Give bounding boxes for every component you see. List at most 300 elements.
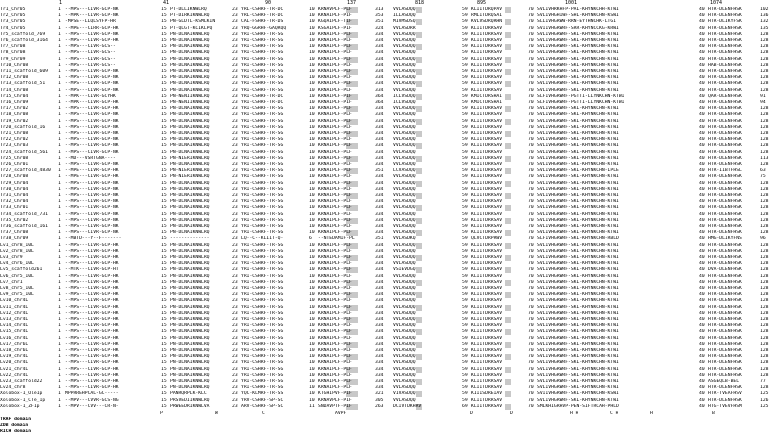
sequence-position: 40 xyxy=(699,87,705,93)
sequence-position: 1 xyxy=(58,118,61,124)
sequence-position: 1 xyxy=(58,50,61,56)
sequence-block: VVLASDKQ xyxy=(393,236,416,242)
sequence-position: 23 xyxy=(232,267,238,273)
sequence-block: KLIITDRRSAV xyxy=(471,205,503,211)
sequence-position: 70 xyxy=(528,168,534,174)
sequence-block: -MPSE--LLQLSYFP-HR xyxy=(65,19,116,25)
sequence-position: 10 xyxy=(309,106,315,112)
sequence-position: 10 xyxy=(309,174,315,180)
sequence-block: KLIITDRRSAV xyxy=(471,366,503,372)
sequence-block: VVLASDQQ xyxy=(393,205,416,211)
consensus-symbol: W xyxy=(215,411,218,416)
sequence-block: KLIITDRRSAV xyxy=(471,310,503,316)
alignment-row xyxy=(0,243,776,249)
sequence-position: 10 xyxy=(309,180,315,186)
alignment-row xyxy=(0,280,776,286)
sequence-name: Tr32_Chr04 xyxy=(0,199,29,205)
sequence-position: 334 xyxy=(375,310,384,316)
sequence-position: 128 xyxy=(760,205,769,211)
consensus-symbol: B xyxy=(712,411,715,416)
sequence-position: 70 xyxy=(528,38,534,43)
sequence-block: PN-DLNAIKNWLRQ xyxy=(170,199,210,205)
sequence-position: 59 xyxy=(462,62,468,68)
consensus-symbol: C H xyxy=(610,411,619,416)
sequence-position: 334 xyxy=(375,199,384,205)
sequence-position: 40 xyxy=(699,211,705,217)
sequence-position: 59 xyxy=(462,372,468,378)
sequence-position: 305 xyxy=(375,397,384,403)
sequence-block: VVLASDQQ xyxy=(393,155,416,161)
sequence-block: YRI-CSHRF-TR-SG xyxy=(241,360,284,366)
sequence-block: --MPS---CIVR-GCP-HK xyxy=(65,354,119,360)
sequence-position: 23 xyxy=(232,186,238,192)
sequence-block: HMG-DLIKYFNS xyxy=(708,236,742,242)
sequence-position: 23 xyxy=(232,25,238,31)
sequence-block: HTR-DLENFHSK xyxy=(708,329,742,335)
sequence-position: 23 xyxy=(232,236,238,242)
sequence-block: HTR-DLENFHSK xyxy=(708,106,742,112)
alignment-row xyxy=(0,150,776,156)
sequence-block: SVLIVHGRWRF-SKL-KHYNKCHN-KTWI xyxy=(537,174,619,180)
alignment-row xyxy=(0,298,776,304)
sequence-block: KLIITDRRSAV xyxy=(471,397,503,403)
sequence-position: 59 xyxy=(462,397,468,403)
sequence-name: Tr13_scaffold_51 xyxy=(0,81,46,87)
sequence-block: YRI-CSHRF-TR-SG xyxy=(241,168,284,174)
sequence-position: 334 xyxy=(375,366,384,372)
sequence-position: 128 xyxy=(760,298,769,304)
sequence-block: YRI-CSHRF-TR-SG xyxy=(241,242,284,248)
alignment-row xyxy=(0,7,776,13)
alignment-row xyxy=(0,379,776,385)
sequence-position: 15 xyxy=(161,372,167,378)
sequence-block: KIIISDREIAV xyxy=(471,391,503,397)
sequence-block: KLIITDRRSAV xyxy=(471,25,503,31)
sequence-position: 40 xyxy=(699,19,705,25)
sequence-block: YRI-CSHRF-TR-SG xyxy=(241,199,284,205)
sequence-block: ILLASDQQ xyxy=(393,13,416,19)
sequence-position: 1 xyxy=(58,329,61,335)
alignment-row xyxy=(0,106,776,112)
alignment-row xyxy=(0,385,776,391)
sequence-block: VVLASDQQ xyxy=(393,298,416,304)
sequence-block: HTR-DLENFHSK xyxy=(708,174,742,180)
sequence-position: 70 xyxy=(528,106,534,112)
sequence-block: --MPE---CIVR-GCP-HK xyxy=(65,168,119,174)
sequence-position: 15 xyxy=(161,298,167,304)
sequence-position: 1 xyxy=(58,174,61,180)
sequence-block: HTR-DLENFHSK xyxy=(708,372,742,378)
sequence-name: Lv7_chr1 xyxy=(0,279,23,285)
sequence-block: PN-DLNAIKNWLRQ xyxy=(170,186,210,192)
sequence-position: 70 xyxy=(528,50,534,56)
sequence-block: --MPS---CIVR-GCP-HK xyxy=(65,317,119,322)
sequence-position: 334 xyxy=(375,329,384,335)
sequence-position: 334 xyxy=(375,186,384,192)
alignment-row xyxy=(0,137,776,143)
sequence-block: PN-DLNAIKNWLRQ xyxy=(170,279,210,285)
sequence-position: 1 xyxy=(58,162,61,167)
sequence-block: VVLASDQQ xyxy=(393,255,416,260)
sequence-block: HTR-DLENFHSK xyxy=(708,131,742,136)
sequence-block: KRNAIPLF-PLF xyxy=(318,317,352,322)
sequence-position: 59 xyxy=(462,162,468,167)
sequence-block: PN-NENIIKNWLRQ xyxy=(170,93,210,99)
sequence-block: KRNAIPLF-PLF xyxy=(318,372,352,378)
sequence-position: 334 xyxy=(375,193,384,198)
sequence-position: 1 xyxy=(58,193,61,198)
sequence-position: 10 xyxy=(309,155,315,161)
sequence-block: --MPS---CIVR-GCP-NK xyxy=(65,186,119,192)
sequence-block: KRNAIPLF-PLF xyxy=(318,292,352,298)
sequence-block: --MPS---CIVR-GCP-HK xyxy=(65,38,119,43)
sequence-position: 128 xyxy=(760,354,769,360)
sequence-block: YRI-CSHRF-TR-SG xyxy=(241,286,284,291)
sequence-block: KLIITDRRSAV xyxy=(471,348,503,353)
sequence-block: KVLVSDRQRHN xyxy=(471,19,503,25)
sequence-block: --MPS---CIVR-GCP-HK xyxy=(65,366,119,372)
sequence-block: KRNAIPLF-PLF xyxy=(318,193,352,198)
alignment-row xyxy=(0,112,776,118)
sequence-position: 15 xyxy=(161,366,167,372)
sequence-name: Lv20_chr4L xyxy=(0,360,29,366)
sequence-block: YRI-CSHRF-TR-SG xyxy=(241,304,284,310)
sequence-position: 10 xyxy=(309,168,315,174)
sequence-block: YRI-CSHRF-TR-SG xyxy=(241,137,284,143)
sequence-name: Tr23_Chr03 xyxy=(0,143,29,149)
consensus-symbol: D xyxy=(470,411,473,416)
sequence-position: 1 xyxy=(58,131,61,136)
alignment-row xyxy=(0,311,776,317)
sequence-position: 321 xyxy=(375,391,384,397)
sequence-position: 128 xyxy=(760,75,769,81)
sequence-position: 1 xyxy=(58,149,61,155)
sequence-position: 15 xyxy=(161,236,167,242)
sequence-block: VVLASDQQ xyxy=(393,242,416,248)
sequence-position: 1 xyxy=(58,168,61,174)
sequence-block: KLIITDRRSAV xyxy=(471,354,503,360)
sequence-position: 10 xyxy=(309,112,315,118)
sequence-block: SVLIVHGRWRF-SKL-KHYNKCHN-KTWI xyxy=(537,354,619,360)
sequence-block: KLIITDRRSAV xyxy=(471,168,503,174)
sequence-block: PN-DLNAIKNWLRQ xyxy=(170,112,210,118)
sequence-block: YRI-CSHRF-TR-SG xyxy=(241,335,284,341)
sequence-position: 70 xyxy=(528,372,534,378)
sequence-position: 1 xyxy=(58,397,61,403)
sequence-block: PN-DLNAIKNWLRQ xyxy=(170,69,210,74)
sequence-block: HTR-DLENFHSK xyxy=(708,397,742,403)
sequence-block: SVLIVHGRWRF-SKL-KHYNKCHN-KTWI xyxy=(537,261,619,267)
sequence-block: YRI-CSHRF-TR-SG xyxy=(241,180,284,186)
sequence-block: VVLASDQQ xyxy=(393,118,416,124)
sequence-block: HTR-DLENFHSK xyxy=(708,286,742,291)
sequence-position: 70 xyxy=(528,379,534,384)
sequence-block: --MPS---CIVR-GCP-HK xyxy=(65,385,119,391)
sequence-block: KLIITDRRSAV xyxy=(471,372,503,378)
sequence-position: 59 xyxy=(462,286,468,291)
sequence-position: 1 xyxy=(58,360,61,366)
sequence-position: 334 xyxy=(375,317,384,322)
sequence-position: 334 xyxy=(375,341,384,347)
sequence-position: 70 xyxy=(528,13,534,19)
sequence-position: 23 xyxy=(232,100,238,105)
sequence-block: YRI-CSHRF-TR-SG xyxy=(241,38,284,43)
sequence-block: SVLIVHGRWRF-SKL-KHYNKCHN-KTWI xyxy=(537,273,619,279)
sequence-position: 94 xyxy=(760,100,766,105)
sequence-name: Tr5_scaffold_769 xyxy=(0,31,46,37)
sequence-position: 334 xyxy=(375,180,384,186)
sequence-position: 23 xyxy=(232,143,238,149)
sequence-position: 1 xyxy=(58,292,61,298)
sequence-position: 334 xyxy=(375,261,384,267)
sequence-block: KRNAIPLF-PLF xyxy=(318,106,352,112)
sequence-position: 70 xyxy=(528,69,534,74)
sequence-position: 15 xyxy=(161,162,167,167)
alignment-row xyxy=(0,373,776,379)
ruler-pos-2: 41 xyxy=(163,0,170,6)
sequence-block: --MPS---CIVR-GCP-HK xyxy=(65,360,119,366)
sequence-block: KRNAIPLF-PLF xyxy=(318,261,352,267)
sequence-position: 1 xyxy=(58,255,61,260)
sequence-block: YRI-CSHRF-TR-SG xyxy=(241,372,284,378)
sequence-position: 125 xyxy=(760,391,769,397)
alignment-row xyxy=(0,205,776,211)
sequence-block: HTR-DLENFHSK xyxy=(708,360,742,366)
sequence-position: 334 xyxy=(375,279,384,285)
sequence-position: 40 xyxy=(699,248,705,254)
sequence-block: KRNAIPLF-PLF xyxy=(318,44,352,50)
sequence-block: KRNAIPLF-PLF xyxy=(318,62,352,68)
sequence-position: 23 xyxy=(232,131,238,136)
sequence-position: 23 xyxy=(232,379,238,384)
sequence-position: 10 xyxy=(309,329,315,335)
alignment-row xyxy=(0,63,776,69)
position-ruler xyxy=(0,0,776,6)
sequence-position: 23 xyxy=(232,286,238,291)
sequence-block: KLIITDRRSAV xyxy=(471,261,503,267)
sequence-block: PN-DLNAIKNWLRQ xyxy=(170,329,210,335)
sequence-block: YRI-CSHRF-TR-SG xyxy=(241,323,284,329)
sequence-position: 15 xyxy=(161,100,167,105)
sequence-block: YRI-CSHRF-TR-SG xyxy=(241,205,284,211)
sequence-position: 10 xyxy=(309,255,315,260)
sequence-block: PN-DLNAIKNWLRQ xyxy=(170,137,210,143)
sequence-position: 23 xyxy=(232,304,238,310)
sequence-block: VVLASDQQ xyxy=(393,341,416,347)
sequence-block: VVLASDRR xyxy=(393,25,416,31)
sequence-block: --MPS---CIVR-GCP-NK xyxy=(65,118,119,124)
sequence-block: YRI-CSHRF-TR-SG xyxy=(241,366,284,372)
alignment-row xyxy=(0,292,776,298)
sequence-block: YRI-CSHRF-TR-SG xyxy=(241,248,284,254)
sequence-position: 10 xyxy=(309,143,315,149)
sequence-block: HTR-DLENFHSK xyxy=(708,38,742,43)
sequence-block: SVIIVHGRWRF-SKL-KHYNKCHN-KSWI xyxy=(537,391,619,397)
sequence-position: 10 xyxy=(309,379,315,384)
sequence-block: YRI-CSHRF-TR-SG xyxy=(241,211,284,217)
sequence-block: KMICTDRSHAI xyxy=(471,93,503,99)
sequence-block: SVLIVHGRWRF-SKL-KHYNKCHN-KTWI xyxy=(537,106,619,112)
alignment-row xyxy=(0,94,776,100)
sequence-position: 15 xyxy=(161,248,167,254)
alignment-row xyxy=(0,168,776,174)
sequence-position: 10 xyxy=(309,205,315,211)
sequence-name: Lv1_chr8_10L xyxy=(0,242,34,248)
sequence-block: KLIITDRRSAV xyxy=(471,131,503,136)
sequence-block: --MPS---CIVR-GCP-NK xyxy=(65,112,119,118)
alignment-row xyxy=(0,305,776,311)
sequence-name: Tr37_Chr08 xyxy=(0,230,29,236)
sequence-block: --MPS---CIVR-GCP-HK xyxy=(65,292,119,298)
alignment-row xyxy=(0,131,776,137)
sequence-block: YRI-CSHRF-TR-SG xyxy=(241,69,284,74)
sequence-block: SVLIVHGRWRF-SKL-KHYNKCHN-KTWI xyxy=(537,118,619,124)
sequence-position: 40 xyxy=(699,298,705,304)
alignment-row xyxy=(0,323,776,329)
sequence-position: 23 xyxy=(232,106,238,112)
sequence-position: 15 xyxy=(161,180,167,186)
sequence-block: PRWEEDRIKNWLVA xyxy=(170,403,210,409)
sequence-block: --MPS---CIVR-GCP-NK xyxy=(65,199,119,205)
sequence-name: Lv2_chr8_10L xyxy=(0,248,34,254)
sequence-block: KRNAIPLF-PLF xyxy=(318,131,352,136)
sequence-position: 1 xyxy=(58,19,61,25)
sequence-block: KLIITDRRSAV xyxy=(471,286,503,291)
sequence-position: 10 xyxy=(309,317,315,322)
sequence-block: KLIITDRRSAV xyxy=(471,385,503,391)
sequence-position: 334 xyxy=(375,62,384,68)
sequence-block: --MPS---CIVR-GCP-NK xyxy=(65,230,119,236)
sequence-position: 40 xyxy=(699,112,705,118)
sequence-block: PN-DLNAIKNWLRQ xyxy=(170,348,210,353)
sequence-position: 15 xyxy=(161,304,167,310)
sequence-block: HTR-DLENFHSK xyxy=(708,335,742,341)
sequence-position: 23 xyxy=(232,69,238,74)
sequence-position: 59 xyxy=(462,236,468,242)
sequence-block: SVLIVHGRWRF-SKL-KHYNKCHN-KTWI xyxy=(537,193,619,198)
sequence-block: KRNAIPLF-PLF xyxy=(318,323,352,329)
sequence-position: 334 xyxy=(375,360,384,366)
sequence-position: 40 xyxy=(699,335,705,341)
sequence-position: 15 xyxy=(161,131,167,136)
sequence-block: --MPE---CIRR-GCP-HK xyxy=(65,25,119,31)
sequence-position: 1 xyxy=(58,236,61,242)
sequence-block: KRNAIPLF-PLF xyxy=(318,217,352,223)
sequence-block: --MPS---CIVR-GCP-NK xyxy=(65,137,119,143)
alignment-row xyxy=(0,19,776,25)
sequence-block: KLIITDRRSAV xyxy=(471,106,503,112)
sequence-block: PT-DIRKIKNWLRQ xyxy=(170,13,210,19)
sequence-name: Xolobox-1_ZF1p xyxy=(0,403,40,409)
sequence-position: 23 xyxy=(232,348,238,353)
sequence-name: Lv5_scaffold261 xyxy=(0,267,43,273)
sequence-block: KRNAIPLF-PLF xyxy=(318,112,352,118)
sequence-block: --MPS---CIVR-GCP-HK xyxy=(65,329,119,335)
sequence-block: YRI-CSHRF-TR-SG xyxy=(241,267,284,273)
sequence-position: 128 xyxy=(760,38,769,43)
sequence-position: 1 xyxy=(58,180,61,186)
sequence-block: SNDAVPTF-PIF xyxy=(318,403,352,409)
sequence-position: 10 xyxy=(309,13,315,19)
sequence-block: YRI-CSHRF-TR-SG xyxy=(241,87,284,93)
sequence-block: VVLASDQQ xyxy=(393,248,416,254)
sequence-position: 334 xyxy=(375,56,384,62)
sequence-name: Lv14_chr4L xyxy=(0,323,29,329)
sequence-position: 10 xyxy=(309,310,315,316)
sequence-position: 59 xyxy=(462,75,468,81)
sequence-block: YRI-CSHRF-TR-SG xyxy=(241,217,284,223)
sequence-name: Tr8_Chr08 xyxy=(0,50,26,56)
sequence-block: HTR-DLENFHSK xyxy=(708,7,742,12)
sequence-block: HTR-DLENFHSK xyxy=(708,81,742,87)
sequence-position: 96 xyxy=(760,236,766,242)
sequence-position: 70 xyxy=(528,323,534,329)
sequence-position: 59 xyxy=(462,304,468,310)
sequence-position: 15 xyxy=(161,19,167,25)
sequence-position: 10 xyxy=(309,372,315,378)
sequence-position: 10 xyxy=(309,385,315,391)
sequence-position: 10 xyxy=(309,38,315,43)
sequence-position: 23 xyxy=(232,323,238,329)
sequence-block: PN-DLNAIKNWLRQ xyxy=(170,323,210,329)
sequence-position: 15 xyxy=(161,155,167,161)
sequence-position: 70 xyxy=(528,341,534,347)
ruler-pos-8: 1074 xyxy=(710,0,723,6)
sequence-position: 70 xyxy=(528,236,534,242)
sequence-position: 23 xyxy=(232,317,238,322)
sequence-position: 128 xyxy=(760,81,769,87)
sequence-block: SVLIVHGRWRF-SKL-KHYNKCHN-KTWI xyxy=(537,372,619,378)
sequence-block: SVLIVHGRWRF-SKL-KHYNKCHN-KTWI xyxy=(537,310,619,316)
sequence-position: 1 xyxy=(58,224,61,229)
sequence-position: 23 xyxy=(232,193,238,198)
sequence-position: 334 xyxy=(375,354,384,360)
sequence-position: 128 xyxy=(760,323,769,329)
sequence-position: 91 xyxy=(760,93,766,99)
sequence-position: 23 xyxy=(232,124,238,130)
sequence-block: SVLIVHGRWRF-SKL-KHYNKCHN-KTWI xyxy=(537,211,619,217)
sequence-position: 128 xyxy=(760,44,769,50)
sequence-name: Tr22_Chr02 xyxy=(0,137,29,143)
sequence-block: KRNAIPLF-PLF xyxy=(318,267,352,273)
sequence-block: KLIITDRRSAV xyxy=(471,124,503,130)
sequence-block: SVLIVHGRWRF-SKL-KHYNKCHN-KTWI xyxy=(537,143,619,149)
sequence-block: YRI-CSHRF-TR-SG xyxy=(241,298,284,304)
sequence-position: 15 xyxy=(161,403,167,409)
sequence-block: --MPS---CIVR-GCP-HK xyxy=(65,372,119,378)
sequence-position: 23 xyxy=(232,372,238,378)
sequence-block: YRI-CSHRF-TR-SG xyxy=(241,186,284,192)
sequence-position: 10 xyxy=(309,391,315,397)
sequence-position: 40 xyxy=(699,13,705,19)
sequence-name: Lv11_chr4L xyxy=(0,304,29,310)
sequence-position: 15 xyxy=(161,93,167,99)
sequence-position: 40 xyxy=(699,124,705,130)
sequence-position: 23 xyxy=(232,62,238,68)
sequence-position: 1 xyxy=(58,348,61,353)
sequence-block: YRI-CSHRF-TR-SG xyxy=(241,112,284,118)
sequence-block: KLIITDRRSAV xyxy=(471,186,503,192)
sequence-position: 334 xyxy=(375,372,384,378)
sequence-block: SVLIVHGRWRF-SKL-KHYNKCHN-KTWI xyxy=(537,292,619,298)
sequence-block: PN-NIERIKNWLRQ xyxy=(170,168,210,174)
sequence-position: 10 xyxy=(309,261,315,267)
sequence-position: 23 xyxy=(232,118,238,124)
sequence-block: KRNAIPLF-PLF xyxy=(318,155,352,161)
sequence-position: 70 xyxy=(528,224,534,229)
alignment-row xyxy=(0,181,776,187)
sequence-position: 128 xyxy=(760,143,769,149)
